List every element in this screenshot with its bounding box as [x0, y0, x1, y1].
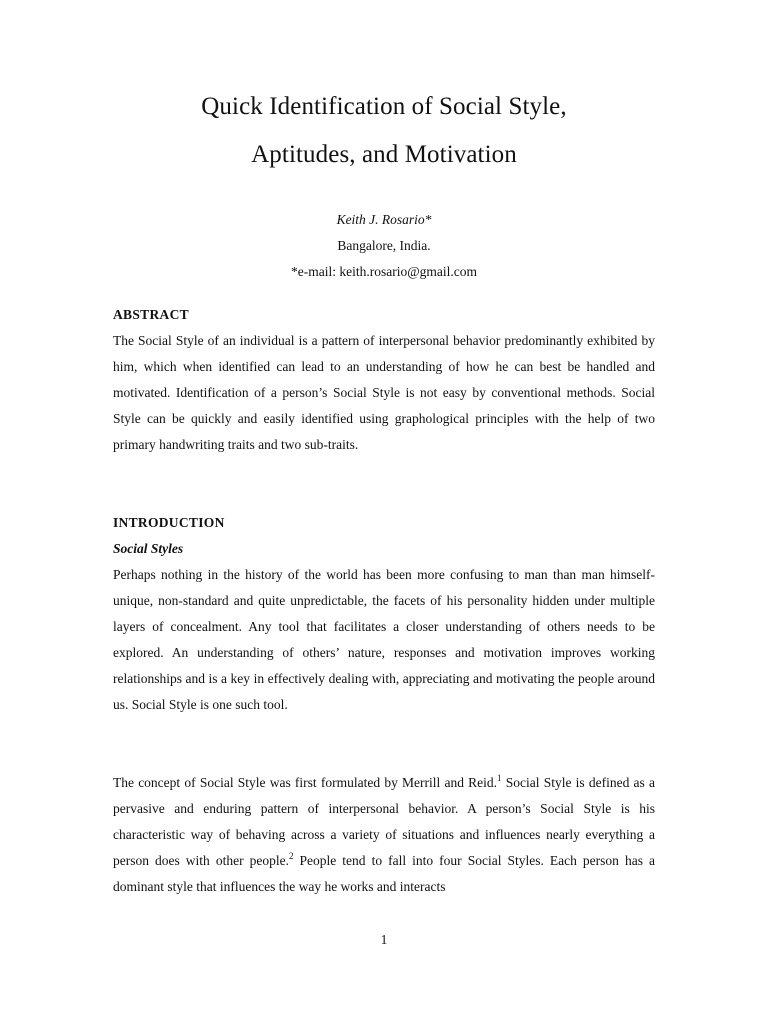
introduction-paragraph-1: Perhaps nothing in the history of the world has been more confusing to man than man himself- unique, non-standard and quite unpredictable, the facets of his personality hidden under multiple layers of concealment. Any tool that facilitates a closer understanding of others needs to be explored. An understanding of others’ nature, responses and motivation improves working relationships and is a key in effectively dealing with, appreciating and motivating the people around us. Social Style is one such tool. [113, 567, 655, 712]
paragraph-2-text-part-2: Social Style is defined as a pervasive and enduring pattern of interpersonal behavior. A person’s Social Style is his characteristic way of behaving across a variety of situations and influences nearly everything a person does with other people. [113, 775, 655, 868]
page-number: 1 [380, 932, 388, 947]
footnote-ref-2: 2 [288, 851, 294, 861]
abstract-text: The Social Style of an individual is a pattern of interpersonal behavior predominantly exhibited by him, which when identified can lead to an understanding of how he can best be handled and motivated. Identification of a person’s Social Style is not easy by conventional methods. Social Style can be quickly and easily identified using graphological principles with the help of two primary handwriting traits and two sub-traits. [113, 333, 655, 452]
social-styles-subheading: Social Styles [113, 541, 184, 556]
paragraph-2-text-part-1: The concept of Social Style was first formulated by Merrill and Reid. [113, 775, 498, 790]
author-affiliation: Bangalore, India. [337, 238, 431, 253]
introduction-heading: INTRODUCTION [113, 515, 225, 530]
paper-title-line-2: Aptitudes, and Motivation [251, 141, 517, 168]
footnote-ref-1: 1 [497, 773, 502, 783]
author-email: *e-mail: keith.rosario@gmail.com [290, 264, 477, 279]
introduction-paragraph-2 [113, 770, 655, 900]
abstract-heading: ABSTRACT [113, 307, 189, 322]
paper-title-line-1: Quick Identification of Social Style, [201, 93, 567, 120]
paragraph-2-text-part-3: People tend to fall into four Social Styles. Each person has a dominant style that influences the way he works and interacts [113, 853, 655, 894]
author-name: Keith J. Rosario* [336, 212, 432, 227]
